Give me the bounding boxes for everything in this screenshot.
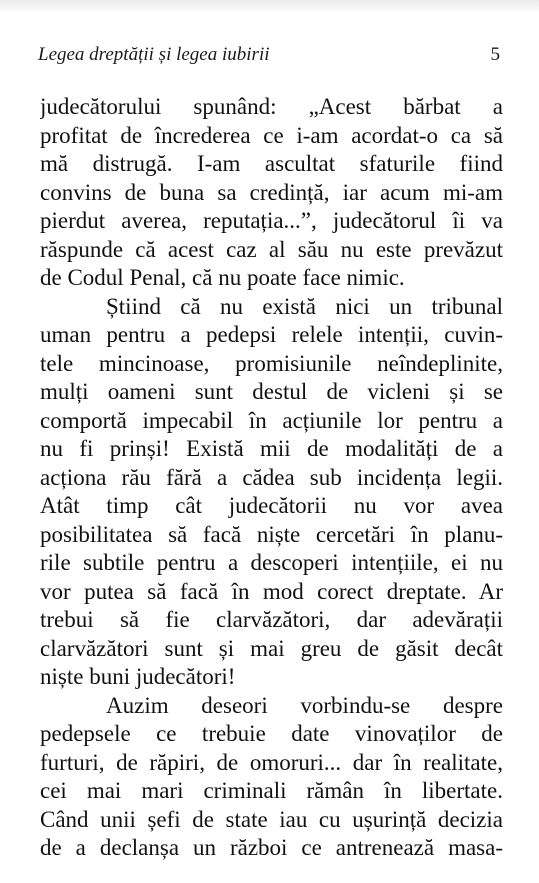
text-line: rile subtile pentru a descoperi intențiile, ei nu (40, 550, 503, 575)
text-line: pierdut averea, reputația...”, judecătorul îi va (40, 208, 503, 233)
text-line: posibilitatea să facă niște cercetări în planu- (40, 521, 503, 547)
text-line: profitat de încrederea ce i-am acordat-o ca să (40, 122, 503, 148)
page-edge-shadow (0, 0, 539, 14)
paragraph-3 (40, 692, 503, 863)
text-line: clarvăzători sunt și mai greu de găsit decât (40, 635, 503, 661)
text-line: pedepsele ce trebuie date vinovaților de (40, 721, 503, 746)
text-line: furturi, de răpiri, de omoruri... dar în realitate, (40, 749, 503, 775)
text-line: trebui să fie clarvăzători, dar adevărații (40, 607, 503, 632)
text-line: acționa rău fără a cădea sub incidența legii. (40, 464, 503, 490)
text-line: Știind că nu există nici un tribunal (106, 293, 503, 319)
text-line: vor putea să facă în mod corect dreptate. Ar (40, 578, 503, 604)
text-line: de a declanșa un război ce antrenează masa- (40, 835, 503, 860)
page-number: 5 (490, 44, 500, 65)
text-line: Când unii șefi de state iau cu ușurință decizia (40, 806, 503, 832)
text-line: convins de buna sa credință, iar acum mi-am (40, 179, 503, 205)
text-line: mulți oameni sunt destul de vicleni și se (40, 379, 503, 404)
text-line: răspunde că acest caz al său nu este prevăzut (40, 236, 503, 262)
text-line: Auzim deseori vorbindu-se despre (106, 692, 503, 718)
text-line: cei mai mari criminali rămân în libertate. (40, 778, 503, 803)
running-header (38, 44, 500, 74)
text-line: uman pentru a pedepsi relele intenții, cuvin- (40, 322, 503, 347)
text-line: judecătorului spunând: „Acest bărbat a (40, 94, 503, 119)
paragraph-2 (40, 293, 503, 692)
text-line: niște buni judecători! (40, 664, 236, 689)
text-line: tele mincinoase, promisiunile neîndeplinite, (40, 350, 503, 376)
body-text (40, 93, 503, 863)
text-line: nu fi prinși! Există mii de modalități de a (40, 436, 503, 461)
header-title: Legea dreptății și legea iubirii (38, 44, 270, 65)
text-line: de Codul Penal, că nu poate face nimic. (40, 265, 405, 290)
text-line: comportă impecabil în acțiunile lor pentru a (40, 407, 503, 433)
text-line: mă distrugă. I-am ascultat sfaturile fiind (40, 151, 503, 176)
text-line: Atât timp cât judecătorii nu vor avea (40, 493, 503, 518)
paragraph-1 (40, 93, 503, 293)
